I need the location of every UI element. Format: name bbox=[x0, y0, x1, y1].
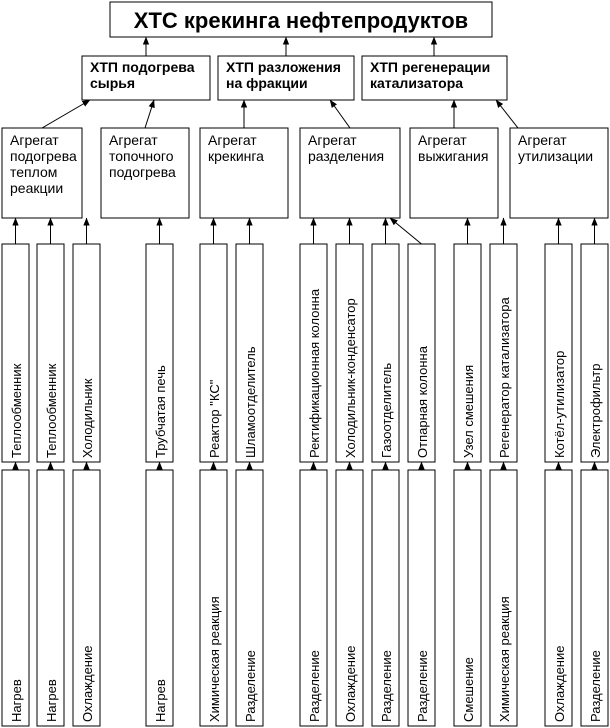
process-label: Охлаждение bbox=[343, 645, 358, 722]
unit-label-line: утилизации bbox=[518, 148, 594, 164]
equipment-mixing-unit bbox=[454, 244, 481, 462]
unit-label-line: теплом bbox=[10, 164, 58, 180]
equipment-label: Узел смешения bbox=[461, 364, 476, 458]
process-cooler bbox=[73, 470, 100, 726]
unit-label-line: Агрегат bbox=[418, 132, 467, 148]
equipment-label: Реактор "КС" bbox=[207, 379, 222, 458]
unit-label-line: подогрева bbox=[109, 164, 176, 180]
process-reactor-ks bbox=[200, 470, 227, 726]
unit-label-line: подогрева bbox=[10, 148, 77, 164]
unit-label-line: крекинга bbox=[208, 148, 264, 164]
process-waste-heat-boiler bbox=[545, 470, 572, 726]
equipment-label: Теплообменник bbox=[44, 363, 59, 458]
equipment-label: Регенератор катализатора bbox=[497, 297, 512, 458]
process-label: Смешение bbox=[461, 657, 476, 722]
process-heat-exchanger-1 bbox=[2, 470, 29, 726]
unit-burning bbox=[410, 128, 498, 218]
process-label: Разделение bbox=[415, 650, 430, 722]
equipment-electrofilter bbox=[581, 244, 608, 462]
process-cooler-condenser bbox=[336, 470, 363, 726]
process-label: Разделение bbox=[379, 650, 394, 722]
equipment-sludge-separator bbox=[236, 244, 263, 462]
equipment-label: Трубчатая печь bbox=[153, 365, 168, 458]
process-label: Разделение bbox=[307, 650, 322, 722]
process-catalyst-regenerator bbox=[490, 470, 517, 726]
unit-to-subsystem-arrow bbox=[496, 100, 518, 128]
equipment-label: Шламоотделитель bbox=[243, 346, 258, 458]
process-tube-furnace bbox=[146, 470, 173, 726]
subsystem-sep bbox=[218, 56, 354, 100]
process-mixing-unit bbox=[454, 470, 481, 726]
subsystem-label-line: ХТП регенерации bbox=[370, 59, 491, 75]
process-sludge-separator bbox=[236, 470, 263, 726]
equipment-heat-exchanger-1 bbox=[2, 244, 29, 462]
unit-label-line: выжигания bbox=[418, 148, 489, 164]
unit-label-line: Агрегат bbox=[10, 132, 59, 148]
subsystem-label-line: на фракции bbox=[226, 75, 308, 91]
process-label: Разделение bbox=[588, 650, 603, 722]
process-label: Охлаждение bbox=[552, 645, 567, 722]
subsystem-heat bbox=[82, 56, 210, 100]
equipment-stripping-column bbox=[408, 244, 435, 462]
process-label: Химическая реакция bbox=[497, 596, 512, 722]
unit-label-line: реакции bbox=[10, 180, 64, 196]
subsystem-label-line: ХТП разложения bbox=[226, 59, 341, 75]
unit-heat-reaction bbox=[2, 128, 82, 218]
process-label: Химическая реакция bbox=[207, 596, 222, 722]
unit-to-subsystem-arrow bbox=[330, 100, 350, 128]
process-label: Охлаждение bbox=[80, 645, 95, 722]
unit-label-line: Агрегат bbox=[208, 132, 257, 148]
equipment-label: Холодильник-конденсатор bbox=[343, 298, 358, 458]
unit-label-line: Агрегат bbox=[518, 132, 567, 148]
unit-label-line: разделения bbox=[308, 148, 385, 164]
diagram-title: ХТС крекинга нефтепродуктов bbox=[133, 8, 469, 33]
diagram-nodes bbox=[2, 2, 608, 726]
process-stripping-column bbox=[408, 470, 435, 726]
equipment-catalyst-regenerator bbox=[490, 244, 517, 462]
equipment-label: Электрофильтр bbox=[588, 363, 603, 458]
unit-label-line: Агрегат bbox=[109, 132, 158, 148]
process-heat-exchanger-2 bbox=[37, 470, 64, 726]
process-label: Нагрев bbox=[9, 679, 24, 722]
unit-label-line: Агрегат bbox=[308, 132, 357, 148]
equipment-label: Отпарная колонна bbox=[415, 346, 430, 458]
unit-label-line: топочного bbox=[109, 148, 174, 164]
equipment-label: Котёл-утилизатор bbox=[552, 350, 567, 458]
equipment-cooler bbox=[73, 244, 100, 462]
equipment-waste-heat-boiler bbox=[545, 244, 572, 462]
process-label: Нагрев bbox=[44, 679, 59, 722]
subsystem-regen bbox=[362, 56, 507, 100]
equipment-gas-separator bbox=[372, 244, 399, 462]
equipment-rectification-column bbox=[300, 244, 327, 462]
unit-utilization bbox=[510, 128, 608, 218]
unit-separation bbox=[300, 128, 400, 218]
unit-to-subsystem-arrow bbox=[145, 100, 154, 128]
process-label: Нагрев bbox=[153, 679, 168, 722]
unit-cracking bbox=[200, 128, 288, 218]
process-rectification-column bbox=[300, 470, 327, 726]
equipment-tube-furnace bbox=[146, 244, 173, 462]
diagram-title-box bbox=[110, 2, 492, 37]
subsystem-label-line: сырья bbox=[90, 75, 136, 91]
equipment-label: Ректификационная колонна bbox=[307, 288, 322, 458]
equipment-label: Холодильник bbox=[80, 378, 95, 458]
equipment-label: Теплообменник bbox=[9, 363, 24, 458]
process-electrofilter bbox=[581, 470, 608, 726]
unit-furnace bbox=[101, 128, 189, 218]
unit-to-subsystem-arrow bbox=[42, 100, 90, 128]
process-label: Разделение bbox=[243, 650, 258, 722]
equipment-cooler-condenser bbox=[336, 244, 363, 462]
equipment-to-unit-arrow bbox=[390, 218, 422, 244]
subsystem-label-line: катализатора bbox=[370, 75, 464, 91]
equipment-label: Газоотделитель bbox=[379, 362, 394, 458]
equipment-heat-exchanger-2 bbox=[37, 244, 64, 462]
process-gas-separator bbox=[372, 470, 399, 726]
equipment-reactor-ks bbox=[200, 244, 227, 462]
subsystem-label-line: ХТП подогрева bbox=[90, 59, 195, 75]
